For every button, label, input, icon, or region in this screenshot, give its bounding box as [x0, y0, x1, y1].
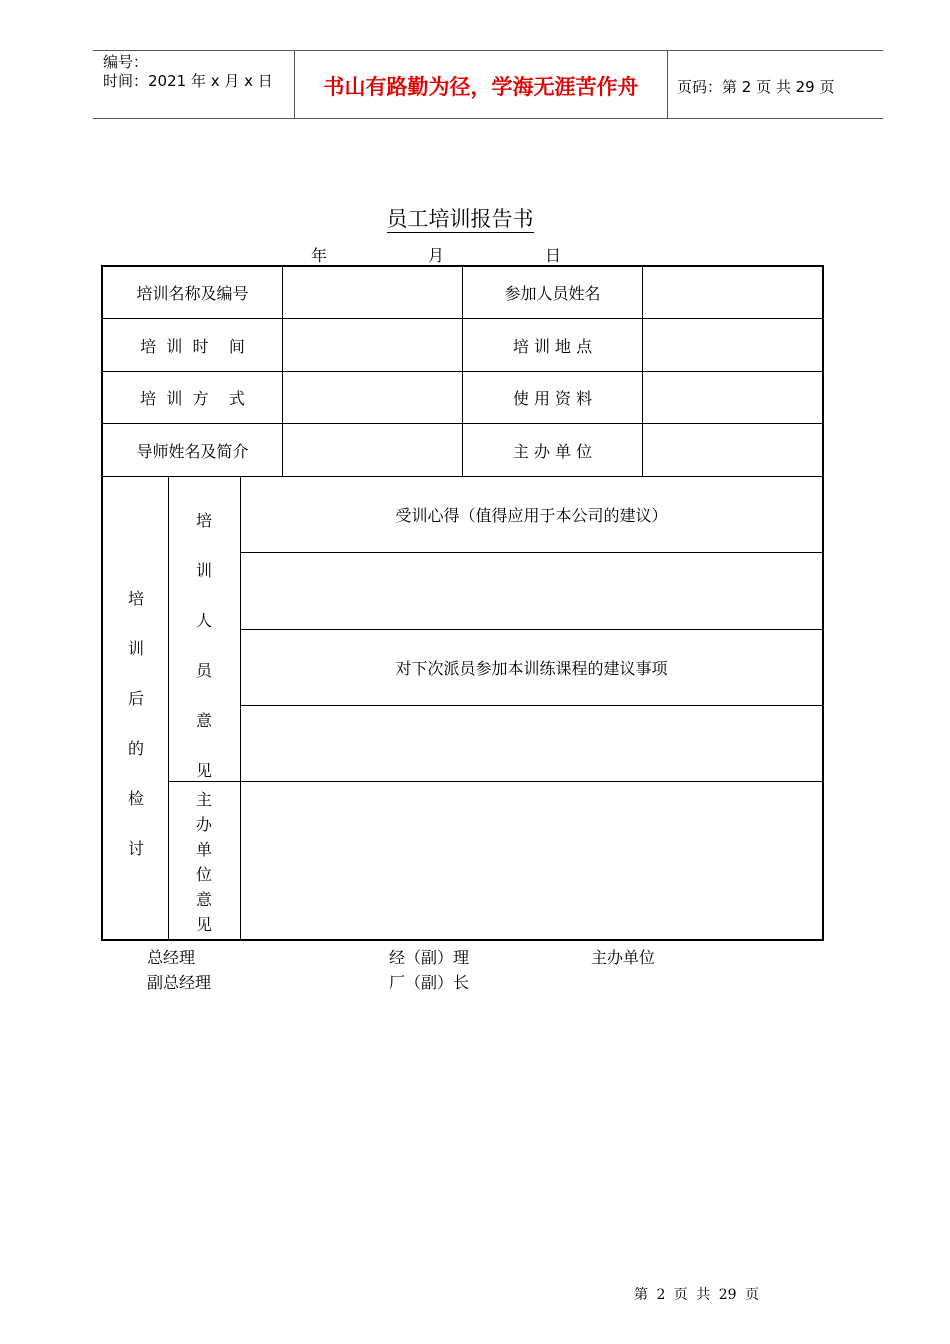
organizer-opinion-field[interactable]	[241, 782, 822, 939]
number-label: 编号：	[103, 53, 149, 71]
signature-manager: 经（副）理	[389, 948, 470, 967]
training-method-field[interactable]	[283, 372, 462, 423]
insights-field[interactable]	[241, 553, 822, 629]
header-motto: 书山有路勤为径，学海无涯苦作舟	[323, 74, 639, 99]
instructor-field[interactable]	[283, 424, 462, 476]
page-header	[93, 50, 883, 119]
suggestions-field[interactable]	[241, 706, 822, 781]
materials-field[interactable]	[643, 372, 822, 423]
signature-factory-director: 厂（副）长	[389, 973, 470, 992]
page-footer: 第 2 页 共 29 页	[634, 1287, 759, 1303]
time-label: 时间：2021 年 x 月 x 日	[103, 72, 273, 90]
date-day: 日	[545, 246, 562, 265]
label-training-time: 培 训 时 间	[140, 336, 245, 356]
header-page-label: 页码：第 2 页 共 29 页	[677, 78, 835, 96]
signature-gm: 总经理	[147, 948, 196, 967]
report-form-table	[101, 265, 824, 941]
training-location-field[interactable]	[643, 319, 822, 371]
label-materials: 使 用 资 料	[512, 389, 593, 408]
label-trainee-opinion: 培 训 人 员 意 见	[195, 511, 212, 780]
date-month: 月	[428, 246, 445, 265]
header-meta	[103, 53, 293, 91]
label-suggestions: 对下次派员参加本训练课程的建议事项	[395, 659, 668, 678]
label-participants: 参加人员姓名	[504, 284, 601, 303]
header-divider	[667, 51, 668, 118]
label-insights: 受训心得（值得应用于本公司的建议）	[395, 506, 668, 525]
organizer-field[interactable]	[643, 424, 822, 476]
label-organizer-opinion: 主 办 单 位 意 见	[195, 790, 212, 934]
label-training-name: 培训名称及编号	[136, 284, 249, 303]
training-name-field[interactable]	[283, 267, 462, 318]
signature-organizer: 主办单位	[591, 948, 656, 967]
label-instructor: 导师姓名及简介	[136, 441, 249, 461]
label-post-training-review: 培 训 后 的 检 讨	[127, 589, 144, 858]
participants-field[interactable]	[643, 267, 822, 318]
date-year: 年	[311, 246, 328, 265]
signature-deputy-gm: 副总经理	[147, 973, 212, 992]
label-training-method: 培 训 方 式	[140, 389, 245, 408]
page-title: 员工培训报告书	[386, 207, 534, 231]
training-time-field[interactable]	[283, 319, 462, 371]
label-training-location: 培 训 地 点	[512, 336, 593, 356]
col-divider	[168, 477, 169, 939]
label-organizer: 主 办 单 位	[512, 441, 593, 461]
